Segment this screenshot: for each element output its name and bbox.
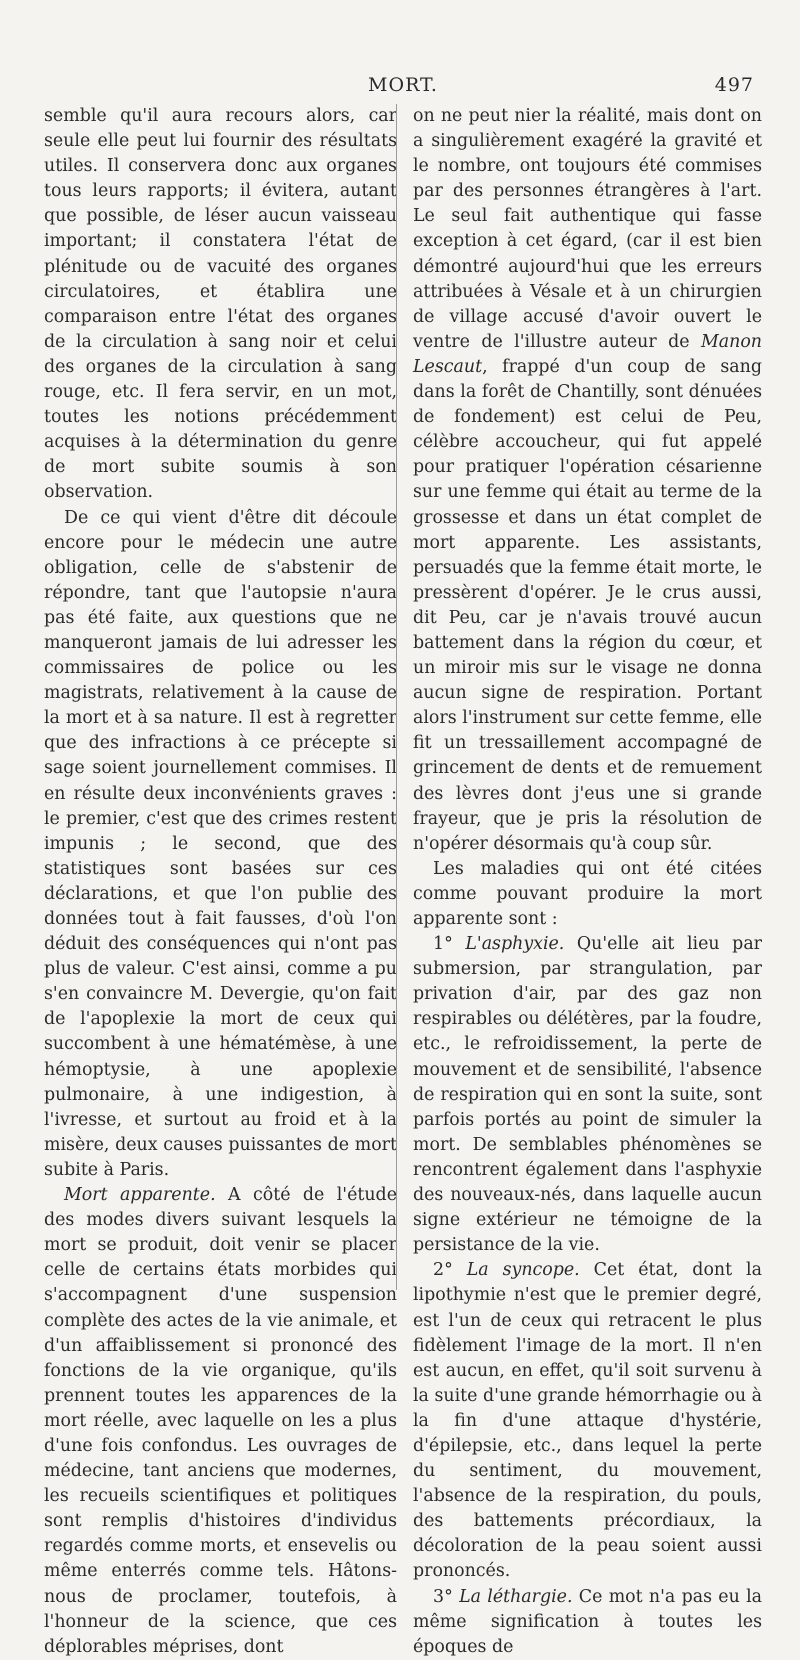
- list-heading: La syncope.: [466, 1260, 580, 1281]
- paragraph: [44, 1183, 397, 1660]
- running-title: MORT.: [368, 74, 438, 96]
- running-header: [48, 74, 758, 100]
- paragraph: Les maladies qui ont été citées comme pouvant produire la mort apparente sont :: [413, 858, 762, 929]
- book-title: Manon Lescaut: [413, 331, 762, 377]
- list-number: 1°: [433, 934, 466, 955]
- list-number: 2°: [433, 1260, 467, 1281]
- section-heading: Mort apparente.: [64, 1185, 216, 1206]
- page-number: 497: [714, 74, 754, 96]
- paragraph-text: A côté de l'étude des modes divers suivant lesquels la mort se produit, doit venir se placer celle de certains états morbides qui s'accompagnent d'une suspension complète des actes de la vie animale, et d'un affaiblissement si prononcé des fonctions de la vie organique, qu'ils prennent toutes les apparences de la mort réelle, avec laquelle on les a plus d'une fois confondus. Les ouvrages de médecine, tant anciens que modernes, les recueils scientifiques et politiques sont remplis d'histoires d'individus regardés comme morts, et ensevelis ou même enterrés comme tels. Hâtons-nous de proclamer, toutefois, à l'honneur de la science, que ces déplorables méprises, dont: [44, 1185, 397, 1657]
- list-item: [413, 1258, 762, 1584]
- list-heading: L'asphyxie.: [465, 934, 565, 955]
- list-heading: La léthargie.: [459, 1586, 573, 1607]
- paragraph: [413, 104, 762, 857]
- left-column: [44, 104, 397, 1660]
- column-divider: [396, 104, 397, 1290]
- list-item: [413, 1585, 762, 1660]
- list-text: Qu'elle ait lieu par submersion, par strangulation, par privation d'air, par des gaz non respirables ou délétères, par la foudre, etc., le refroidissement, la perte de mouvement et de sensibilité, l'absence de respiration qui en sont la suite, sont parfois portés au point de simuler la mort. De semblables phénomènes se rencontrent également dans l'asphyxie des nouveaux-nés, dans laquelle aucun signe extérieur ne témoigne de la persistance de la vie.: [413, 934, 762, 1256]
- right-column: [413, 104, 762, 1660]
- paragraph: semble qu'il aura recours alors, car seule elle peut lui fournir des résultats utiles. Il conservera donc aux organes tous leurs rapports; il évitera, autant que possible, de léser aucun vaisseau important; il constatera l'état de plénitude ou de vacuité des organes circulatoires, et établira une comparaison entre l'état des organes de la circulation à sang noir et celui des organes de la circulation à sang rouge, etc. Il fera servir, en un mot, toutes les notions précédemment acquises à la détermination du genre de mort subite soumis à son observation.: [44, 106, 397, 503]
- list-text: Ce mot n'a pas eu la même signification à toutes les époques de: [413, 1586, 762, 1657]
- list-text: Cet état, dont la lipothymie n'est que le premier degré, est l'un de ceux qui retracent le plus fidèlement l'image de la mort. Il n'en est aucun, en effet, qu'il soit survenu à la suite d'une grande hémorrhagie ou à la fin d'une attaque d'hystérie, d'épilepsie, etc., dans lequel la perte du sentiment, du mouvement, l'absence de la respiration, du pouls, des battements précordiaux, la décoloration de la peau soient aussi prononcés.: [413, 1260, 762, 1582]
- list-number: 3°: [433, 1586, 460, 1607]
- paragraph-text: on ne peut nier la réalité, mais dont on a singulièrement exagéré la gravité et le nombre, ont toujours été commises par des personnes étrangères à l'art. Le seul fait authentique qui fasse exception à cet égard, (car il est bien démontré aujourd'hui que les erreurs attribuées à Vésale et à un chirurgien de village accusé d'avoir ouvert le ventre de l'illustre auteur de: [413, 106, 762, 352]
- paragraph-text: , frappé d'un coup de sang dans la forêt de Chantilly, sont dénuées de fondement) est celui de Peu, célèbre accoucheur, qui fut appelé pour pratiquer l'opération césarienne sur une femme qui était au terme de la grossesse et dans un état complet de mort apparente. Les assistants, persuadés que la femme était morte, le pressèrent d'opérer. Je le crus aussi, dit Peu, car je n'avais trouvé aucun battement dans la région du cœur, et un miroir mis sur le visage ne donna aucun signe de respiration. Portant alors l'instrument sur cette femme, elle fit un tressaillement accompagné de grincement de dents et de remuement des lèvres dont j'eus une si grande frayeur, que je pris la résolution de n'opérer désormais qu'à coup sûr.: [413, 356, 762, 854]
- paragraph: De ce qui vient d'être dit découle encore pour le médecin une autre obligation, celle de s'abstenir de répondre, tant que l'autopsie n'aura pas été faite, aux questions que ne manqueront jamais de lui adresser les commissaires de police ou les magistrats, relativement à la cause de la mort et à sa nature. Il est à regretter que des infractions à ce précepte si sage soient journellement commises. Il en résulte deux inconvénients graves : le premier, c'est que des crimes restent impunis ; le second, que des statistiques sont basées sur ces déclarations, et que l'on publie des données tout à fait fausses, d'où l'on déduit des conséquences qui n'ont pas plus de valeur. C'est ainsi, comme a pu s'en convaincre M. Devergie, qu'on fait de l'apoplexie la mort de ceux qui succombent à une hématémèse, à une hémoptysie, à une apoplexie pulmonaire, à une indigestion, à l'ivresse, et surtout au froid et à la misère, deux causes puissantes de mort subite à Paris.: [44, 507, 397, 1180]
- list-item: [413, 932, 762, 1258]
